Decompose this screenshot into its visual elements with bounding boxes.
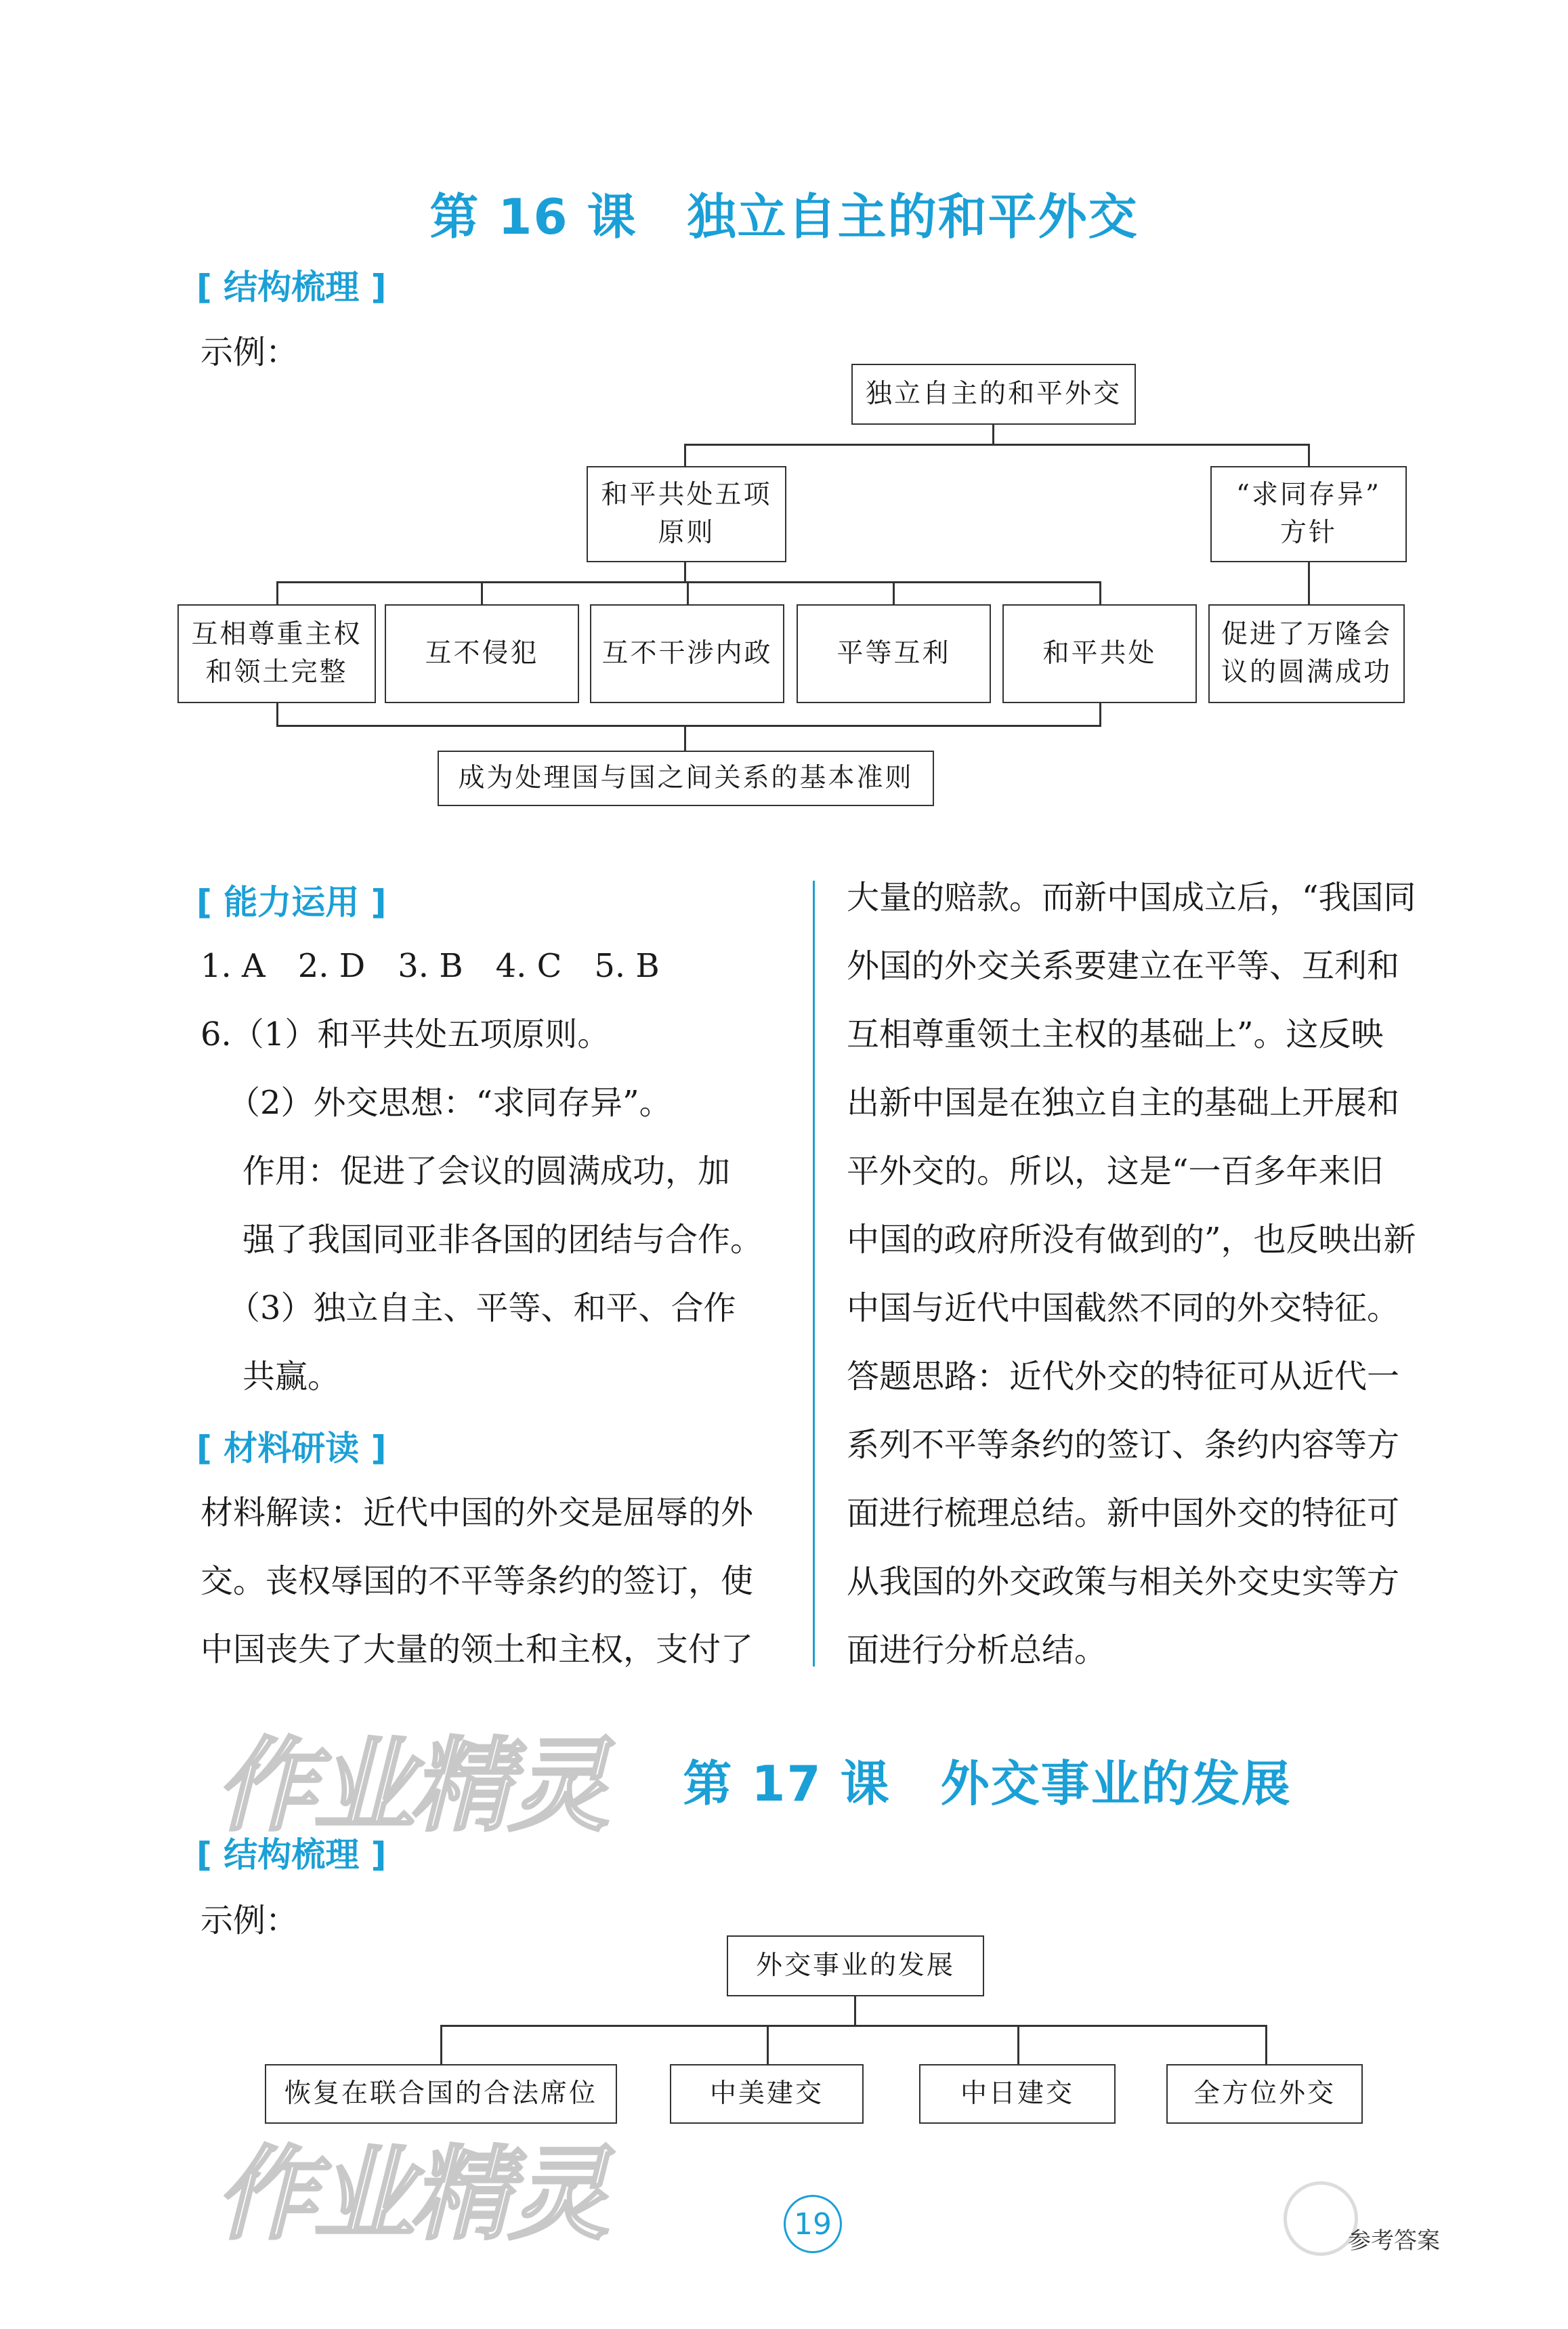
- watermark-bottom: 作业精灵: [215, 2136, 606, 2254]
- principle-non-interference: 互不干涉内政: [590, 604, 784, 703]
- sino-japan-relations: 中日建交: [919, 2064, 1116, 2124]
- right-line: 从我国的外交政策与相关外交史实等方: [847, 1563, 1400, 1601]
- q6-part2: （2）外交思想：“求同存异”。: [228, 1084, 672, 1122]
- lesson-16-title: 第 16 课 独立自主的和平外交: [429, 188, 1139, 245]
- all-round-diplomacy: 全方位外交: [1166, 2064, 1363, 2124]
- right-line: 系列不平等条约的签订、条约内容等方: [847, 1426, 1400, 1464]
- right-line: 答题思路：近代外交的特征可从近代一: [847, 1358, 1400, 1396]
- q6-part3-1: （3）独立自主、平等、和平、合作: [228, 1289, 736, 1327]
- watermark-top: 作业精灵: [215, 1727, 606, 1845]
- bandung-success: [1208, 604, 1405, 703]
- right-line: 面进行梳理总结。新中国外交的特征可: [847, 1494, 1400, 1532]
- principle1-line2: 和领土完整: [205, 657, 348, 688]
- right-line: 平外交的。所以，这是“一百多年来旧: [847, 1152, 1384, 1190]
- material-label: [ 材料研读 ]: [196, 1429, 387, 1468]
- right-line: 互相尊重领土主权的基础上”。这反映: [847, 1015, 1384, 1053]
- lesson-17-title: 第 17 课 外交事业的发展: [683, 1755, 1292, 1812]
- five-principles-line1: 和平共处五项: [601, 480, 772, 510]
- logo-icon: [1284, 2181, 1358, 2256]
- q6-part1: 6.（1）和平共处五项原则。: [200, 1015, 610, 1053]
- right-line: 大量的赔款。而新中国成立后，“我国同: [847, 879, 1416, 917]
- diagram-five-principles: [587, 466, 786, 562]
- principle-peaceful-coexistence: 和平共处: [1002, 604, 1197, 703]
- column-divider: [813, 881, 815, 1666]
- material-line2: 交。丧权辱国的不平等条约的签订，使: [200, 1562, 754, 1600]
- bandung-line2: 议的圆满成功: [1221, 657, 1392, 688]
- answers-choice: 1. A 2. D 3. B 4. C 5. B: [200, 947, 660, 985]
- diagram-root: 独立自主的和平外交: [851, 364, 1136, 425]
- ability-label: [ 能力运用 ]: [196, 883, 387, 922]
- sino-us-relations: 中美建交: [670, 2064, 864, 2124]
- diagram-seek-common-ground: [1210, 466, 1407, 562]
- material-line1: 材料解读：近代中国的外交是屈辱的外: [200, 1494, 754, 1532]
- material-line3: 中国丧失了大量的领土和主权，支付了: [200, 1631, 754, 1669]
- diagram-basic-norm: 成为处理国与国之间关系的基本准则: [438, 751, 934, 806]
- example-label-16: 示例：: [200, 333, 299, 371]
- right-line: 出新中国是在独立自主的基础上开展和: [847, 1084, 1400, 1122]
- principle-sovereignty: [177, 604, 376, 703]
- principle-non-aggression: 互不侵犯: [385, 604, 579, 703]
- diagram17-root: 外交事业的发展: [727, 1935, 984, 1996]
- q6-part2-effect-1: 作用：促进了会议的圆满成功，加: [242, 1152, 731, 1190]
- right-line: 外国的外交关系要建立在平等、互利和: [847, 947, 1400, 985]
- q6-part3-2: 共赢。: [242, 1358, 341, 1396]
- structure-label-16: [ 结构梳理 ]: [196, 268, 387, 307]
- right-line: 面进行分析总结。: [847, 1631, 1107, 1669]
- seek-common-line1: “求同存异”: [1236, 480, 1381, 510]
- seek-common-line2: 方针: [1279, 518, 1337, 548]
- right-line: 中国与近代中国截然不同的外交特征。: [847, 1289, 1400, 1327]
- principle-equality: 平等互利: [797, 604, 991, 703]
- un-seat-restored: 恢复在联合国的合法席位: [265, 2064, 617, 2124]
- bandung-line1: 促进了万隆会: [1221, 619, 1392, 650]
- principle1-line1: 互相尊重主权: [191, 619, 362, 650]
- page-number: 19: [784, 2195, 842, 2253]
- structure-label-17: [ 结构梳理 ]: [196, 1835, 387, 1874]
- footer-answer-label: 参考答案: [1348, 2227, 1440, 2254]
- right-line: 中国的政府所没有做到的”，也反映出新: [847, 1221, 1416, 1259]
- q6-part2-effect-2: 强了我国同亚非各国的团结与合作。: [242, 1221, 763, 1259]
- five-principles-line2: 原则: [658, 518, 715, 548]
- example-label-17: 示例：: [200, 1902, 299, 1939]
